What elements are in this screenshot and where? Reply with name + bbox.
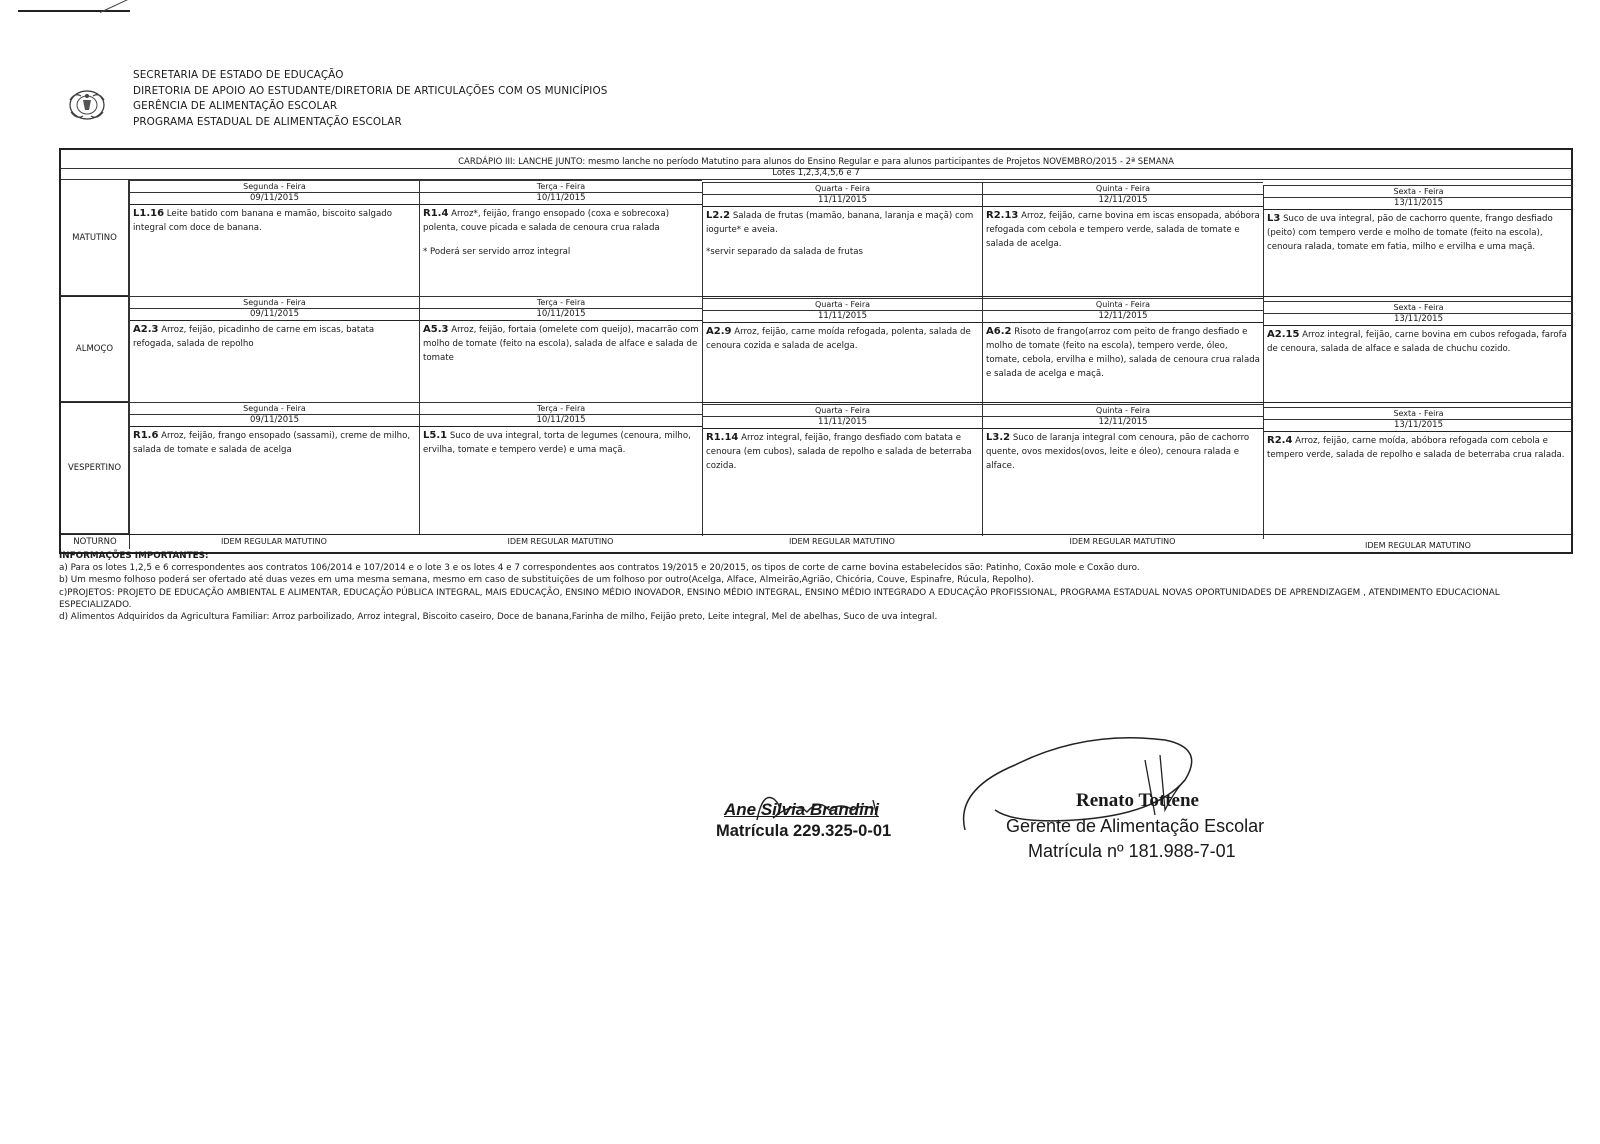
meal-code: R2.13	[986, 210, 1019, 221]
day-date: 10/11/2015	[420, 193, 702, 205]
day-date: 10/11/2015	[420, 415, 702, 427]
day-date: 09/11/2015	[130, 415, 419, 427]
header-line: PROGRAMA ESTADUAL DE ALIMENTAÇÃO ESCOLAR	[133, 115, 402, 128]
meal-code: R1.14	[706, 432, 739, 443]
day-cell	[982, 298, 1263, 404]
day-cell	[129, 180, 419, 296]
signer-matricula: Matrícula 229.325-0-01	[716, 822, 892, 840]
noturno-cell: IDEM REGULAR MATUTINO	[1069, 537, 1176, 546]
day-cell	[702, 404, 982, 536]
meal-description	[1264, 432, 1573, 464]
meal-text: Risoto de frango(arroz com peito de frango desfiado e molho de tomate (feito na escola), tempero verde, óleo, tomate, cebola, ervilha e milho), salada de cenoura crua ralada e salada de acelga e maçã.	[986, 327, 1260, 379]
meal-code: L5.1	[423, 430, 448, 441]
day-date: 12/11/2015	[983, 311, 1263, 323]
meal-text: Arroz, feijão, carne moída refogada, polenta, salada de cenoura cozida e salada de acelga.	[706, 327, 971, 351]
menu-title: CARDÁPIO III: LANCHE JUNTO: mesmo lanche no período Matutino para alunos do Ensino Regular e para alunos participantes de Projetos NOVEMBRO/2015 - 2ª SEMANA	[61, 156, 1571, 169]
meal-description	[703, 429, 982, 475]
day-name: Quarta - Feira	[703, 404, 982, 417]
day-name: Terça - Feira	[420, 180, 702, 193]
info-heading: INFORMAÇÕES IMPORTANTES:	[59, 551, 209, 561]
day-date: 10/11/2015	[420, 309, 702, 321]
day-cell	[419, 180, 702, 296]
day-date: 13/11/2015	[1264, 420, 1573, 432]
meal-description	[420, 427, 702, 459]
shift-label-noturno: NOTURNO	[61, 535, 130, 549]
meal-text: Leite batido com banana e mamão, biscoito salgado integral com doce de banana.	[133, 209, 392, 233]
menu-table	[59, 148, 1573, 554]
header-line: SECRETARIA DE ESTADO DE EDUCAÇÃO	[133, 69, 344, 81]
day-name: Quarta - Feira	[703, 298, 982, 311]
meal-note: * Poderá ser servido arroz integral	[423, 247, 571, 257]
day-date: 13/11/2015	[1264, 198, 1573, 210]
meal-code: A6.2	[986, 326, 1012, 337]
meal-code: L1.16	[133, 208, 165, 219]
day-date: 12/11/2015	[983, 417, 1263, 429]
info-item: a) Para os lotes 1,2,5 e 6 correspondentes aos contratos 106/2014 e 107/2014 e o lote 3 e os lotes 4 e 7 correspondentes aos contratos 19/2015 e 20/2015, os tipos de corte de carne bovina estabelecidos são: Patinho, Coxão mole e Coxão duro.	[59, 563, 1140, 574]
meal-description	[420, 205, 702, 237]
signer-name: Renato Tottene	[1076, 790, 1199, 811]
state-seal-icon	[67, 88, 107, 122]
day-cell	[1263, 407, 1573, 539]
meal-description	[703, 207, 982, 239]
meal-description	[420, 321, 702, 367]
meal-code: A2.15	[1267, 329, 1300, 340]
day-date: 11/11/2015	[703, 311, 982, 323]
day-date: 09/11/2015	[130, 193, 419, 205]
day-cell	[419, 402, 702, 534]
day-cell	[129, 402, 419, 534]
meal-text: Arroz, feijão, picadinho de carne em iscas, batata refogada, salada de repolho	[133, 325, 375, 349]
day-name: Terça - Feira	[420, 296, 702, 309]
menu-lotes: Lotes 1,2,3,4,5,6 e 7	[61, 168, 1571, 180]
header-line: DIRETORIA DE APOIO AO ESTUDANTE/DIRETORIA DE ARTICULAÇÕES COM OS MUNICÍPIOS	[133, 84, 608, 97]
meal-code: L3	[1267, 213, 1281, 224]
meal-text: Suco de uva integral, pão de cachorro quente, frango desfiado (peito) com tempero verde e molho de tomate (feito na escola), cenoura ralada, tomate em fatia, milho e ervilha e uma maçã.	[1267, 214, 1553, 252]
signature-left	[716, 800, 916, 841]
info-item: d) Alimentos Adquiridos da Agricultura Familiar: Arroz parboilizado, Arroz integral, Biscoito caseiro, Doce de banana,Farinha de milho, Feijão preto, Leite integral, Mel de abelhas, Suco de uva integral.	[59, 612, 938, 623]
day-name: Segunda - Feira	[130, 402, 419, 415]
meal-text: Suco de uva integral, torta de legumes (cenoura, milho, ervilha, tomate e tempero verde) e uma maçã.	[423, 431, 691, 455]
meal-description	[130, 427, 419, 459]
day-name: Terça - Feira	[420, 402, 702, 415]
day-name: Quinta - Feira	[983, 404, 1263, 417]
top-rule	[18, 10, 130, 12]
info-item: b) Um mesmo folhoso poderá ser ofertado até duas vezes em uma mesma semana, mesmo em caso de substituições de um folhoso por outro(Acelga, Alface, Almeirão,Agrião, Chicória, Couve, Espinafre, Rúcula, Repolho).	[59, 575, 1035, 586]
day-cell	[702, 182, 982, 298]
meal-text: Arroz, feijão, carne bovina em iscas ensopada, abóbora refogada com cebola e tempero verde, salada de tomate e salada de acelga.	[986, 211, 1260, 249]
info-item: c)PROJETOS: PROJETO DE EDUCAÇÃO AMBIENTAL E ALIMENTAR, EDUCAÇÃO PÚBLICA INTEGRAL, MAIS EDUCAÇÃO, ENSINO MÉDIO INOVADOR, ENSINO MÉDIO INTEGRAL, ENSINO MÉDIO INTEGRADO A EDUCAÇÃO PROFISSIONAL, PROGRAMA ESTADUAL NOVAS OPORTUNIDADES DE APRENDIZAGEM , ATENDIMENTO EDUCACIONAL ESPECIALIZADO.	[59, 587, 1500, 610]
day-cell	[129, 296, 419, 402]
meal-text: Arroz integral, feijão, carne bovina em cubos refogada, farofa de cenoura, salada de alface e salada de chuchu cozido.	[1267, 330, 1567, 354]
day-cell	[702, 298, 982, 404]
meal-code: A2.3	[133, 324, 159, 335]
meal-text: Arroz, feijão, fortaia (omelete com queijo), macarrão com molho de tomate (feito na escola), salada de alface e salada de tomate	[423, 325, 699, 363]
noturno-cell: IDEM REGULAR MATUTINO	[789, 537, 895, 546]
day-date: 11/11/2015	[703, 417, 982, 429]
day-date: 12/11/2015	[983, 195, 1263, 207]
meal-description	[983, 429, 1263, 475]
noturno-cell: IDEM REGULAR MATUTINO	[507, 537, 614, 546]
meal-code: A5.3	[423, 324, 449, 335]
shift-label-matutino: MATUTINO	[61, 180, 129, 296]
signer-name: Ane Silvia Brandini	[724, 800, 879, 819]
meal-code: L2.2	[706, 210, 731, 221]
meal-description	[703, 323, 982, 355]
meal-description	[130, 321, 419, 353]
day-name: Quinta - Feira	[983, 182, 1263, 195]
day-cell	[982, 182, 1263, 298]
day-cell	[419, 296, 702, 402]
noturno-cell: IDEM REGULAR MATUTINO	[221, 537, 327, 546]
meal-code: A2.9	[706, 326, 732, 337]
meal-description	[1264, 210, 1573, 256]
meal-text: Salada de frutas (mamão, banana, laranja e maçã) com iogurte* e aveia.	[706, 211, 974, 235]
signer-matricula: Matrícula nº 181.988-7-01	[1028, 841, 1236, 861]
day-date: 09/11/2015	[130, 309, 419, 321]
day-date: 13/11/2015	[1264, 314, 1573, 326]
meal-text: Arroz, feijão, frango ensopado (sassami), creme de milho, salada de tomate e salada de acelga	[133, 431, 411, 455]
institution-header	[133, 68, 607, 130]
meal-text: Arroz integral, feijão, frango desfiado com batata e cenoura (em cubos), salada de repolho e salada de beterraba cozida.	[706, 433, 972, 471]
shift-label-vespertino: VESPERTINO	[61, 402, 129, 534]
header-line: GERÊNCIA DE ALIMENTAÇÃO ESCOLAR	[133, 100, 338, 112]
meal-description	[1264, 326, 1573, 358]
shift-label-almoco: ALMOÇO	[61, 296, 129, 402]
day-cell	[1263, 185, 1573, 301]
day-name: Sexta - Feira	[1264, 185, 1573, 198]
meal-code: R1.4	[423, 208, 449, 219]
meal-note: *servir separado da salada de frutas	[706, 247, 863, 257]
signature-right	[1000, 790, 1300, 862]
meal-code: R2.4	[1267, 435, 1293, 446]
signer-role: Gerente de Alimentação Escolar	[1006, 816, 1265, 836]
day-date: 11/11/2015	[703, 195, 982, 207]
noturno-cell: IDEM REGULAR MATUTINO	[1365, 541, 1471, 550]
important-info	[59, 550, 1559, 623]
meal-text: Suco de laranja integral com cenoura, pão de cachorro quente, ovos mexidos(ovos, leite e óleo), cenoura ralada e alface.	[986, 433, 1250, 471]
day-name: Segunda - Feira	[130, 296, 419, 309]
day-name: Quarta - Feira	[703, 182, 982, 195]
meal-code: R1.6	[133, 430, 159, 441]
meal-description	[983, 207, 1263, 253]
day-name: Sexta - Feira	[1264, 301, 1573, 314]
meal-description	[130, 205, 419, 237]
day-cell	[1263, 301, 1573, 407]
meal-text: Arroz*, feijão, frango ensopado (coxa e sobrecoxa) polenta, couve picada e salada de cenoura crua ralada	[423, 209, 670, 233]
meal-code: L3.2	[986, 432, 1011, 443]
day-name: Sexta - Feira	[1264, 407, 1573, 420]
meal-text: Arroz, feijão, carne moída, abóbora refogada com cebola e tempero verde, salada de repolho e salada de beterraba crua ralada.	[1267, 436, 1565, 460]
meal-description	[983, 323, 1263, 383]
day-cell	[982, 404, 1263, 536]
day-name: Segunda - Feira	[130, 180, 419, 193]
day-name: Quinta - Feira	[983, 298, 1263, 311]
